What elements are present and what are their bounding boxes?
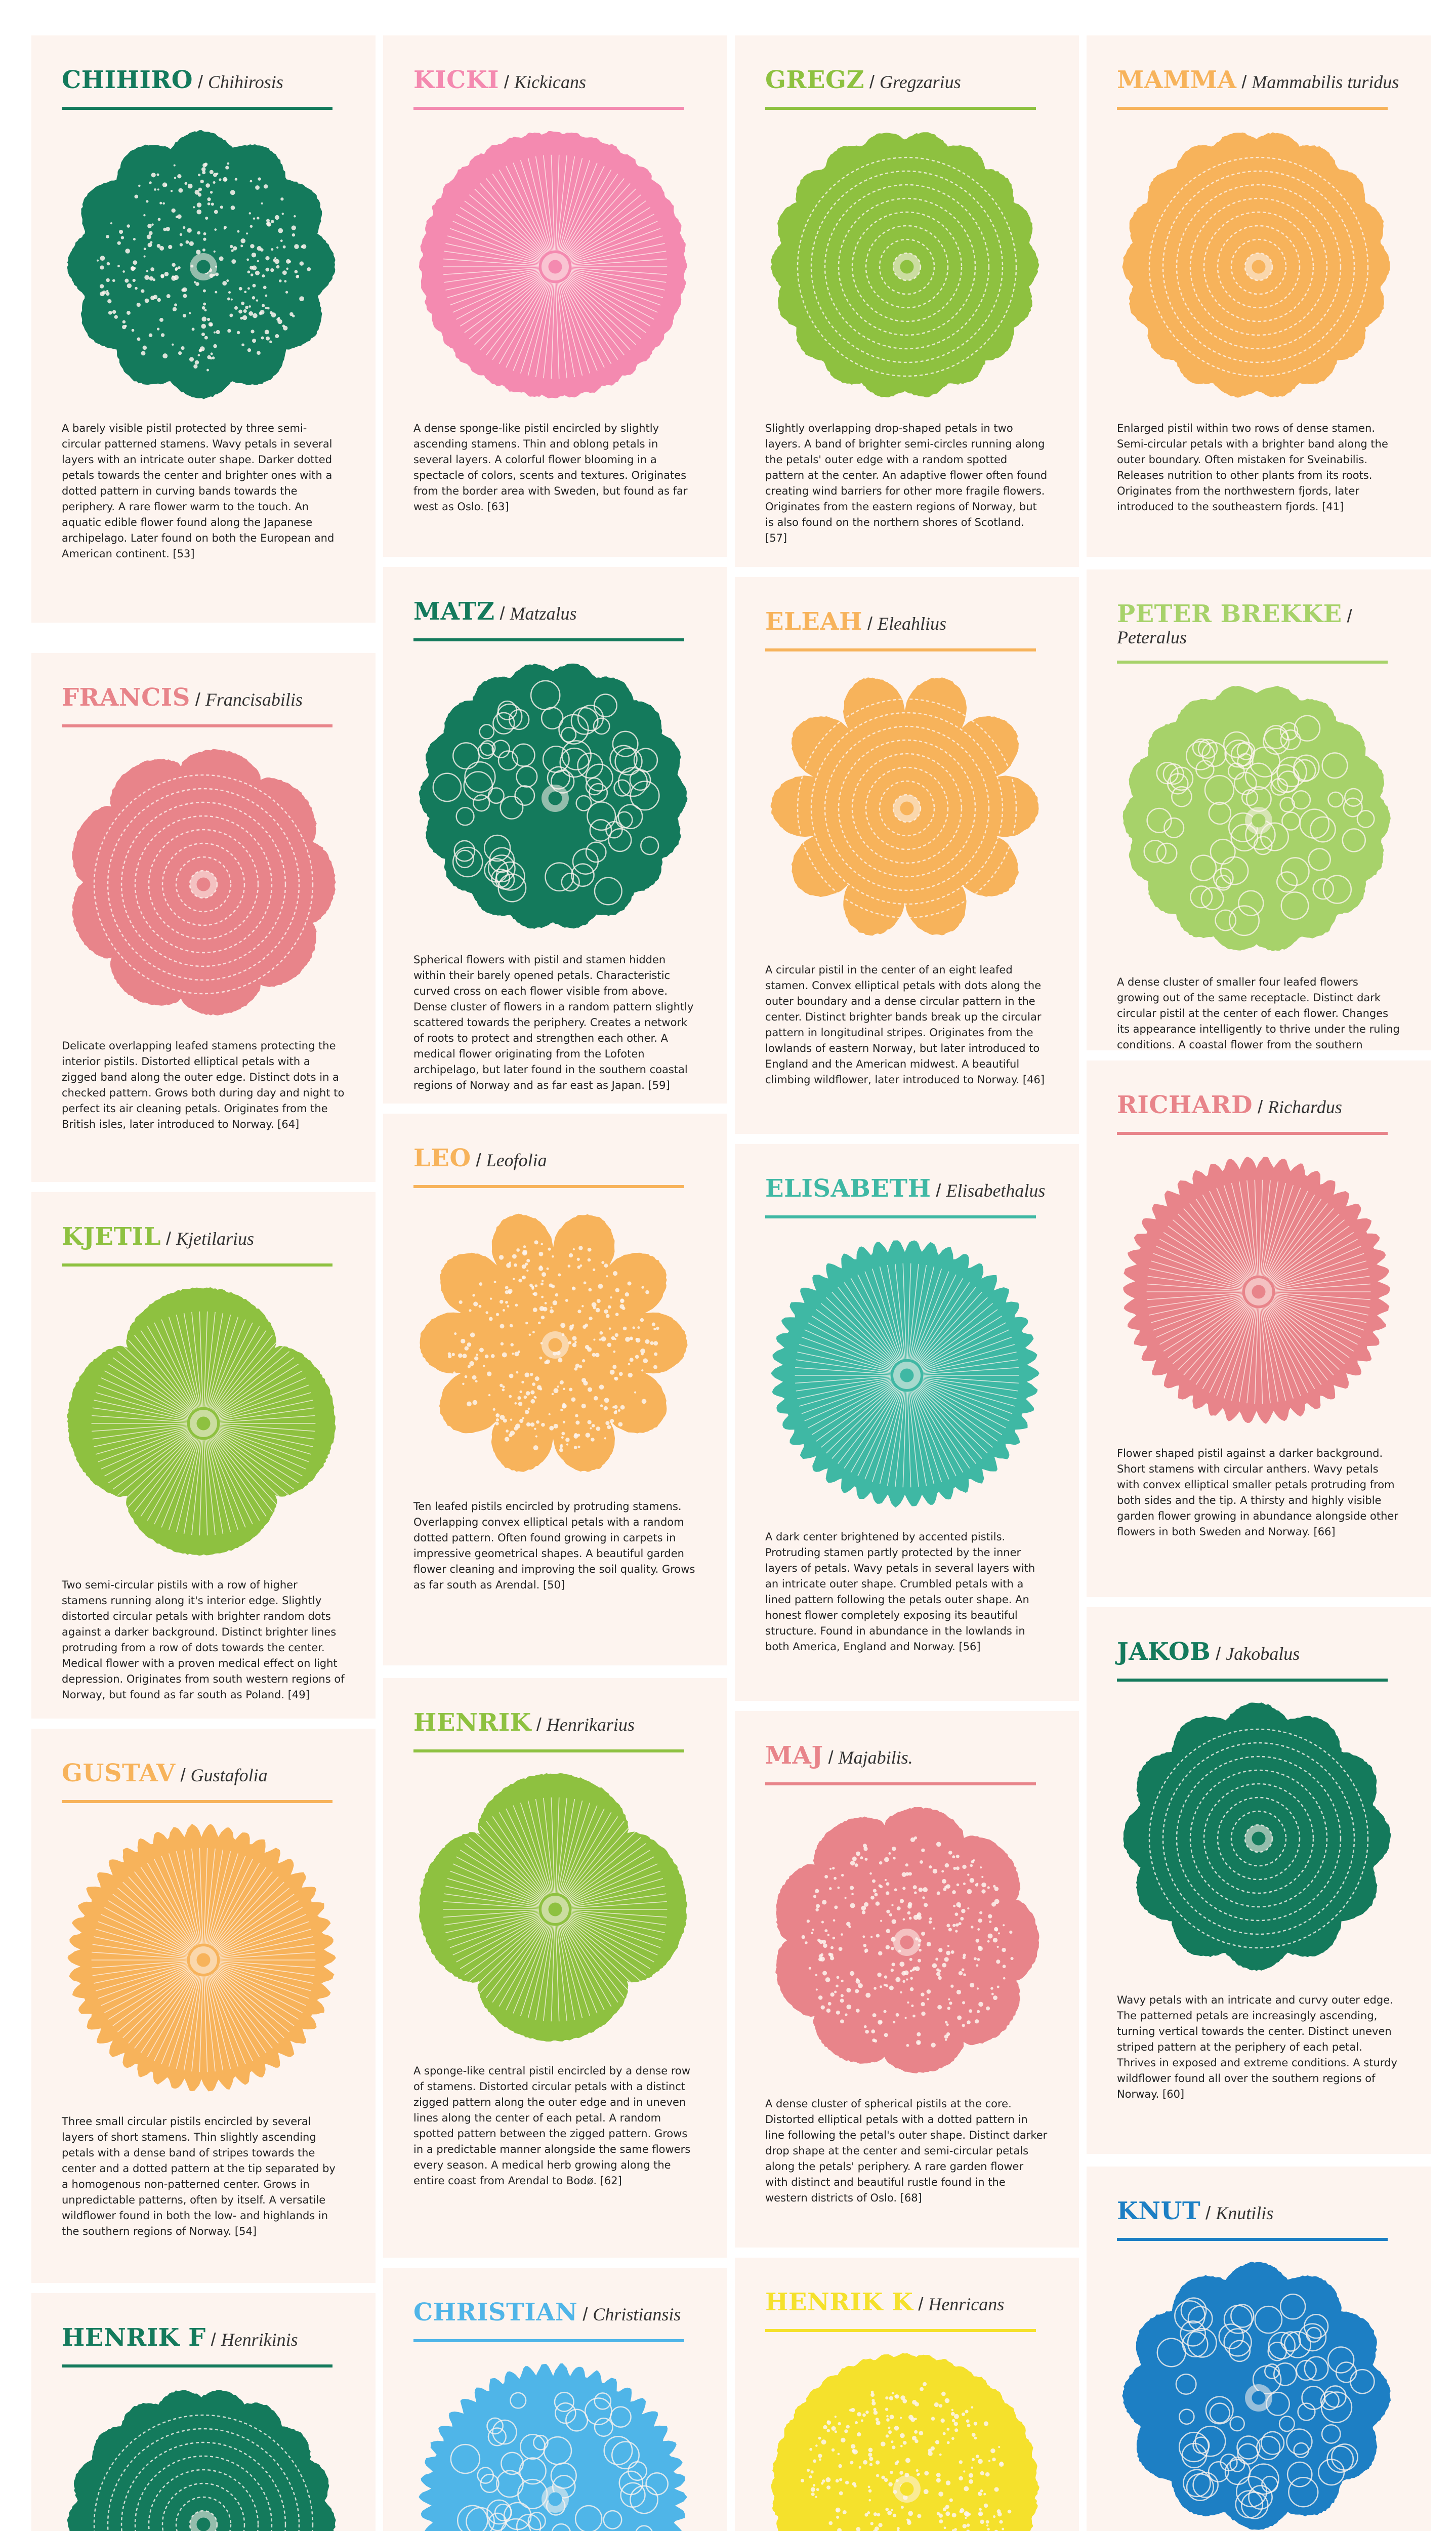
flower-heading xyxy=(413,2299,697,2326)
latin-name: Francisabilis xyxy=(205,689,303,710)
latin-name: Henricans xyxy=(928,2294,1005,2314)
name-separator: / xyxy=(160,1228,176,1249)
latin-name: Gregzarius xyxy=(880,72,961,92)
name-separator: / xyxy=(1236,71,1252,92)
flower-illustration xyxy=(770,2352,1044,2531)
flower-name: CHRISTIAN xyxy=(413,2298,578,2326)
flower-description: Wavy petals with an intricate and curvy outer edge. The patterned petals are increasingly ascending, turning vertical towards the center. Distinct uneven striped pattern at the periphery of each petal. Thrives in exposed and extreme conditions. A sturdy wildflower found all over the southern regions of Norway. [60] xyxy=(1117,1993,1397,2100)
heading-rule xyxy=(62,107,332,110)
flower-card xyxy=(383,1678,727,2258)
flower-name: JAKOB xyxy=(1117,1638,1211,1666)
flower-name: KICKI xyxy=(413,66,500,94)
heading-rule xyxy=(1117,2238,1388,2241)
flower-name: KNUT xyxy=(1117,2197,1201,2225)
flower-name: KJETIL xyxy=(62,1222,161,1251)
heading-rule xyxy=(765,107,1036,110)
flower-heading xyxy=(1117,601,1400,647)
latin-name: Peteralus xyxy=(1117,627,1187,647)
latin-name: Elisabethalus xyxy=(946,1180,1046,1201)
flower-illustration xyxy=(1122,1155,1395,1428)
flower-heading xyxy=(413,1145,697,1172)
latin-name: Gustafolia xyxy=(190,1765,268,1785)
flower-heading xyxy=(1117,1639,1400,1665)
flower-name: ELEAH xyxy=(765,607,863,636)
flower-description: A dense sponge-like pistil encircled by slightly ascending stamens. Thin and oblong petals in several layers. A colorful flower blooming in a spectacle of colors, scents and textures. Originates from the border area with Sweden, but found as far west as Oslo. [63] xyxy=(413,422,688,513)
flower-card xyxy=(383,2268,727,2531)
name-separator: / xyxy=(864,71,880,92)
flower-card xyxy=(735,577,1079,1134)
latin-name: Kickicans xyxy=(514,72,587,92)
latin-name: Majabilis. xyxy=(838,1747,913,1768)
heading-rule xyxy=(765,1215,1036,1218)
flower-name: RICHARD xyxy=(1117,1091,1253,1119)
flower-card xyxy=(383,567,727,1104)
flower-description: Three small circular pistils encircled by several layers of short stamens. Thin slightly ascending petals with a dense band of stripes towards the center and a dotted pattern at the tip separated by a homogenous non-patterned center. Grows in unpredictable patterns, often by itself. A versatile wildflower found in both the low- and highlands in the southern regions of Norway. [54] xyxy=(62,2115,336,2237)
latin-name: Matzalus xyxy=(510,603,577,624)
flower-name: MAMMA xyxy=(1117,66,1237,94)
flower-name: LEO xyxy=(413,1144,471,1172)
flower-card xyxy=(383,35,727,557)
flower-description: Enlarged pistil within two rows of dense stamen. Semi-circular petals with a brighter band along the outer boundary. Often mistaken for Sveinabilis. Releases nutrition to other plants from its roots. Originates from the northwestern fjords, later introduced to the southeastern fjords. [41] xyxy=(1117,422,1388,513)
flower-illustration xyxy=(67,1287,340,1560)
heading-rule xyxy=(413,638,684,641)
heading-rule xyxy=(1117,1679,1388,1682)
heading-rule xyxy=(62,724,332,727)
flower-illustration xyxy=(1122,1702,1395,1975)
heading-rule xyxy=(765,2329,1036,2332)
name-separator: / xyxy=(862,613,878,634)
heading-rule xyxy=(62,1800,332,1803)
flower-name: GUSTAV xyxy=(62,1759,176,1787)
latin-name: Eleahlius xyxy=(878,614,947,634)
name-separator: / xyxy=(1211,1643,1226,1664)
flower-card xyxy=(31,2293,376,2531)
flower-illustration xyxy=(419,130,692,403)
name-separator: / xyxy=(823,1747,839,1768)
heading-rule xyxy=(1117,1132,1388,1135)
latin-name: Chihirosis xyxy=(208,72,283,92)
flower-heading xyxy=(765,1175,1049,1202)
flower-name: PETER BREKKE xyxy=(1117,600,1342,628)
flower-description: A dense cluster of spherical pistils at the core. Distorted elliptical petals with a dotted pattern in line following the petal's outer shape. Distinct darker drop shape at the center and semi-circular petals along the petals' periphery. A rare garden flower with distinct and beautiful rustle found in the western districts of Oslo. [68] xyxy=(765,2097,1048,2204)
name-separator: / xyxy=(190,689,205,710)
name-separator: / xyxy=(499,71,515,92)
flower-name: HENRIK K xyxy=(765,2288,913,2316)
latin-name: Mammabilis turidus xyxy=(1252,72,1399,92)
flower-heading xyxy=(413,1709,697,1736)
flower-illustration xyxy=(770,130,1044,403)
flower-heading xyxy=(62,67,345,94)
flower-description: A circular pistil in the center of an eight leafed stamen. Convex elliptical petals with dots along the outer boundary and a dense circular pattern in the center. Distinct brighter bands break up the circular pattern in longitudinal stripes. Originates from the lowlands of eastern Norway, but later introduced to England and the American midwest. A beautiful climbing wildflower, later introduced to Norway. [46] xyxy=(765,963,1045,1086)
flower-illustration xyxy=(770,1239,1044,1512)
flower-card xyxy=(31,35,376,623)
heading-rule xyxy=(413,1749,684,1752)
flower-illustration xyxy=(1122,130,1395,403)
name-separator: / xyxy=(1200,2202,1216,2223)
flower-card xyxy=(735,35,1079,567)
heading-rule xyxy=(765,648,1036,651)
flower-heading xyxy=(413,67,697,94)
flower-card xyxy=(31,1729,376,2283)
flower-description: Spherical flowers with pistil and stamen hidden within their barely opened petals. Characteristic curved cross on each flower visible from above. Dense cluster of flowers in a random pattern slightly scattered towards the periphery. Creates a network of roots to protect and strengthen each other. A medical flower originating from the Lofoten archipelago, but later found in the southern coastal regions of Norway and as far east as Japan. [59] xyxy=(413,953,694,1091)
flower-card xyxy=(1087,35,1431,557)
flower-illustration xyxy=(770,1806,1044,2079)
flower-card xyxy=(1087,569,1431,1050)
flower-name: FRANCIS xyxy=(62,683,190,712)
flower-name: MATZ xyxy=(413,597,495,626)
flower-heading xyxy=(62,1760,345,1787)
flower-card xyxy=(31,653,376,1182)
flower-heading xyxy=(62,2324,345,2351)
heading-rule xyxy=(413,2339,684,2342)
flower-heading xyxy=(413,598,697,625)
latin-name: Christiansis xyxy=(593,2304,681,2324)
latin-name: Henrikinis xyxy=(221,2330,298,2350)
flower-heading xyxy=(765,608,1049,635)
flower-illustration xyxy=(67,130,340,403)
name-separator: / xyxy=(193,71,209,92)
flower-illustration xyxy=(67,748,340,1021)
name-separator: / xyxy=(175,1765,191,1785)
name-separator: / xyxy=(577,2304,593,2324)
latin-name: Henrikarius xyxy=(546,1714,635,1735)
name-separator: / xyxy=(471,1150,486,1170)
flower-heading xyxy=(765,1742,1049,1769)
flower-illustration xyxy=(67,1823,340,2097)
flower-heading xyxy=(62,1223,345,1250)
flower-illustration xyxy=(67,2388,340,2531)
flower-heading xyxy=(62,684,345,711)
flower-heading xyxy=(765,67,1049,94)
flower-card xyxy=(1087,1607,1431,2154)
name-separator: / xyxy=(1342,605,1352,626)
flower-heading xyxy=(1117,2198,1400,2225)
heading-rule xyxy=(765,1782,1036,1785)
latin-name: Knutilis xyxy=(1216,2203,1274,2223)
flower-description: Flower shaped pistil against a darker background. Short stamens with circular anthers. Wavy petals with convex elliptical smaller petals protruding from both sides and the tip. A thirsty and highly visible garden flower growing in abundance alongside other flowers in both Sweden and Norway. [66] xyxy=(1117,1447,1398,1538)
flower-description: A dense cluster of smaller four leafed flowers growing out of the same receptacle. Distinct dark circular pistil at the center of each flower. Changes its appearance intelligently to thrive under the ruling conditions. A coastal flower from the southern xyxy=(1117,976,1400,1050)
latin-name: Kjetilarius xyxy=(176,1229,254,1249)
flower-heading xyxy=(1117,1092,1400,1119)
flower-silhouette xyxy=(67,2390,336,2531)
latin-name: Richardus xyxy=(1268,1097,1342,1117)
flower-heading xyxy=(765,2289,1049,2316)
flower-heading xyxy=(1117,67,1400,94)
name-separator: / xyxy=(205,2329,221,2350)
flower-description: A sponge-like central pistil encircled by a dense row of stamens. Distorted circular petals with a distinct zigged pattern along the outer edge and in uneven lines along the center of each petal. A random spotted pattern between the zigged pattern. Grows in a predictable manner alongside the same flowers every season. A medical herb growing along the entire coast from Arendal to Bodø. [62] xyxy=(413,2064,691,2187)
heading-rule xyxy=(62,1263,332,1267)
flower-name: HENRIK F xyxy=(62,2323,206,2352)
flower-illustration xyxy=(419,2362,692,2531)
flower-name: MAJ xyxy=(765,1741,823,1770)
name-separator: / xyxy=(931,1180,946,1201)
latin-name: Jakobalus xyxy=(1226,1644,1300,1664)
heading-rule xyxy=(413,107,684,110)
flower-description: Slightly overlapping drop-shaped petals in two layers. A band of brighter semi-circles running along the petals' outer edge with a random spotted pattern at the center. An adaptive flower often found creating wind barriers for other more fragile flowers. Originates from the eastern regions of Norway, but is also found on the northern shores of Scotland. [57] xyxy=(765,422,1048,544)
flower-card xyxy=(735,1144,1079,1701)
flower-description: Ten leafed pistils encircled by protruding stamens. Overlapping convex elliptical petals with a random dotted pattern. Often found growing in carpets in impressive geometrical shapes. A beautiful garden flower cleaning and improving the soil quality. Grows as far south as Arendal. [50] xyxy=(413,1500,695,1591)
flower-illustration xyxy=(770,672,1044,945)
flower-illustration xyxy=(419,1208,692,1482)
flower-card xyxy=(1087,1060,1431,1597)
heading-rule xyxy=(413,1185,684,1188)
name-separator: / xyxy=(913,2294,929,2314)
name-separator: / xyxy=(531,1714,547,1735)
flower-illustration xyxy=(419,1773,692,2046)
flower-card xyxy=(735,1711,1079,2248)
flower-name: HENRIK xyxy=(413,1708,531,1737)
flower-description: A barely visible pistil protected by three semi-circular patterned stamens. Wavy petals in several layers with an intricate outer shape. Darker dotted petals towards the center and brighter ones with a dotted pattern in curving bands towards the periphery. A rare flower warm to the touch. An aquatic edible flower found along the Japanese archipelago. Later found on both the European and American continent. [53] xyxy=(62,422,335,560)
heading-rule xyxy=(62,2364,332,2367)
heading-rule xyxy=(1117,661,1388,664)
flower-illustration xyxy=(419,662,692,935)
latin-name: Leofolia xyxy=(486,1150,547,1170)
name-separator: / xyxy=(494,603,510,624)
flower-card xyxy=(735,2258,1079,2531)
heading-rule xyxy=(1117,107,1388,110)
flower-description: Two semi-circular pistils with a row of higher stamens running along it's interior edge. Slightly distorted circular petals with brighter random dots against a darker background. Distinct brighter lines protruding from a row of dots towards the center. Medical flower with a proven medical effect on light depression. Originates from south western regions of Norway, but found as far south as Poland. [49] xyxy=(62,1578,345,1701)
flower-name: CHIHIRO xyxy=(62,66,193,94)
flower-card xyxy=(31,1192,376,1719)
flower-illustration xyxy=(1122,2261,1395,2531)
flower-card xyxy=(383,1114,727,1665)
flower-card xyxy=(1087,2167,1431,2531)
flower-description: A dark center brightened by accented pistils. Protruding stamen partly protected by the inner layers of petals. Wavy petals in several layers with an intricate outer shape. Crumbled petals with a lined pattern following the petals outer shape. An honest flower completely exposing its beautiful structure. Found in abundance in the lowlands in both America, England and Norway. [56] xyxy=(765,1530,1035,1653)
flower-name: GREGZ xyxy=(765,66,864,94)
flower-name: ELISABETH xyxy=(765,1174,931,1203)
flower-illustration xyxy=(1122,684,1395,957)
name-separator: / xyxy=(1253,1096,1268,1117)
flower-description: Delicate overlapping leafed stamens protecting the interior pistils. Distorted elliptical petals with a zigged band along the outer edge. Distinct dots in a checked pattern. Grows both during day and night to perfect its air cleaning petals. Originates from the British isles, later introduced to Norway. [64] xyxy=(62,1039,345,1130)
